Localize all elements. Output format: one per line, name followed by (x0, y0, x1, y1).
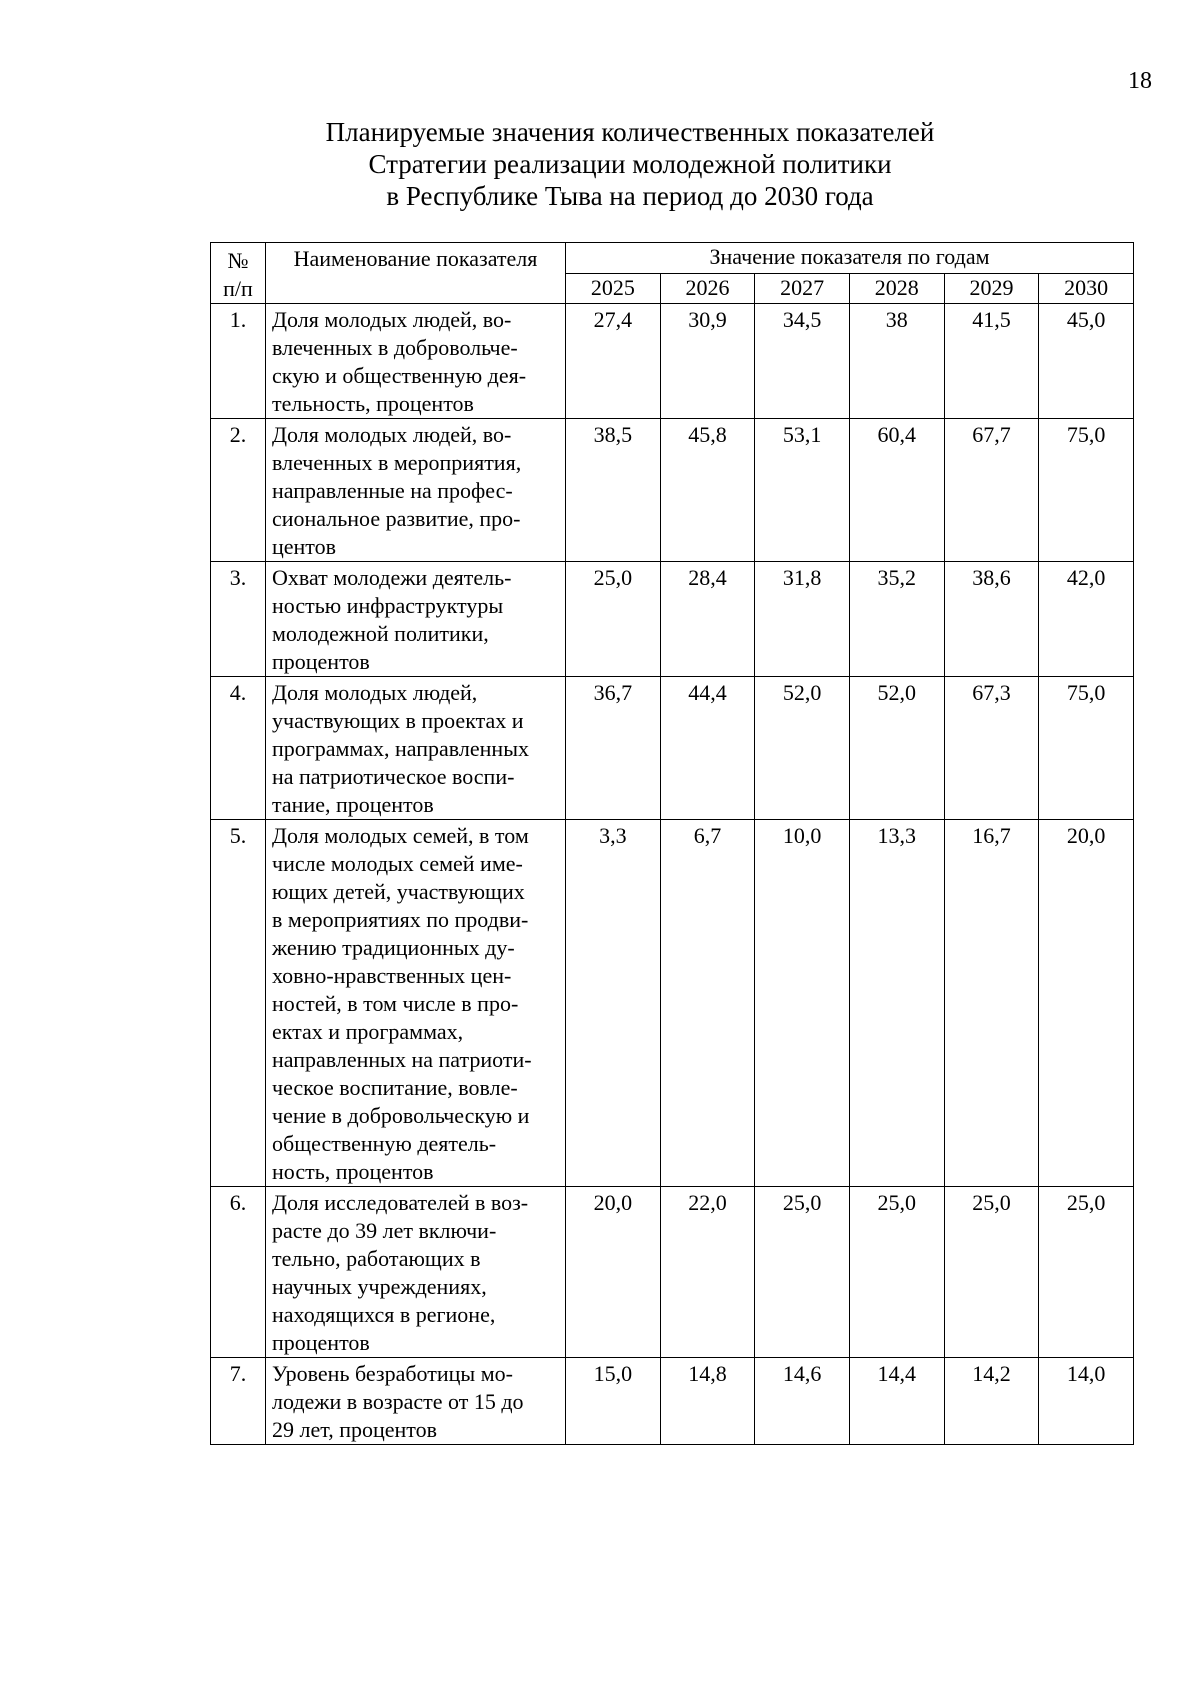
indicator-name-line: в мероприятиях по продви- (272, 907, 529, 932)
indicator-name-line: тание, процентов (272, 792, 434, 817)
indicator-value: 38,5 (566, 419, 661, 562)
indicator-name-line: ностей, в том числе в про- (272, 991, 519, 1016)
indicator-name-line: направленных на патриоти- (272, 1047, 532, 1072)
indicator-name-line: ектах и программах, (272, 1019, 464, 1044)
indicator-name-line: направленные на профес- (272, 478, 513, 503)
indicator-value: 30,9 (660, 304, 755, 419)
indicator-value: 10,0 (755, 820, 850, 1187)
indicators-table (210, 242, 1134, 1445)
indicator-name-line: тельность, процентов (272, 391, 474, 416)
header-values-by-year: Значение показателя по годам (566, 243, 1134, 274)
header-indicator-name: Наименование показателя (266, 243, 566, 304)
indicator-name-line: Уровень безработицы мо- (272, 1361, 513, 1386)
indicator-value: 75,0 (1039, 419, 1134, 562)
indicator-name (266, 304, 566, 419)
indicator-name-line: сиональное развитие, про- (272, 506, 521, 531)
indicator-value: 36,7 (566, 677, 661, 820)
row-number: 4. (211, 677, 266, 820)
indicator-name-line: жению традиционных ду- (272, 935, 515, 960)
indicator-name-line: программах, направленных (272, 736, 529, 761)
indicator-name-line: центов (272, 534, 337, 559)
indicator-name-line: числе молодых семей име- (272, 851, 523, 876)
indicator-value: 28,4 (660, 562, 755, 677)
indicator-value: 41,5 (944, 304, 1039, 419)
indicator-name (266, 1358, 566, 1445)
table-row (211, 820, 1134, 1187)
indicator-value: 25,0 (1039, 1187, 1134, 1358)
indicator-name-line: влеченных в добровольче- (272, 335, 518, 360)
indicator-value: 31,8 (755, 562, 850, 677)
indicator-name-line: влеченных в мероприятия, (272, 450, 522, 475)
row-number: 7. (211, 1358, 266, 1445)
indicator-name-line: молодежной политики, (272, 621, 489, 646)
page-number: 18 (1128, 68, 1152, 94)
indicator-value: 45,0 (1039, 304, 1134, 419)
indicator-name-line: скую и общественную дея- (272, 363, 527, 388)
indicator-value: 27,4 (566, 304, 661, 419)
row-number: 3. (211, 562, 266, 677)
indicator-name-line: ность, процентов (272, 1159, 434, 1184)
indicator-value: 75,0 (1039, 677, 1134, 820)
indicator-name-line: тельно, работающих в (272, 1246, 481, 1271)
header-year: 2025 (566, 274, 661, 304)
indicator-name-line: ющих детей, участвующих (272, 879, 525, 904)
indicator-name-line: чение в добровольческую и (272, 1103, 530, 1128)
indicator-value: 14,0 (1039, 1358, 1134, 1445)
row-number: 5. (211, 820, 266, 1187)
indicator-name-line: лодежи в возрасте от 15 до (272, 1389, 524, 1414)
title-line: в Республике Тыва на период до 2030 года (386, 181, 874, 211)
indicator-value: 38,6 (944, 562, 1039, 677)
indicator-value: 44,4 (660, 677, 755, 820)
document-title (0, 116, 1200, 212)
indicator-value: 52,0 (849, 677, 944, 820)
indicator-name-line: Доля молодых семей, в том (272, 823, 529, 848)
indicator-name-line: ховно-нравственных цен- (272, 963, 512, 988)
indicator-name-line: научных учреждениях, (272, 1274, 487, 1299)
indicator-name (266, 820, 566, 1187)
indicator-name-line: Доля молодых людей, во- (272, 422, 512, 447)
row-number: 2. (211, 419, 266, 562)
indicator-value: 25,0 (755, 1187, 850, 1358)
indicator-value: 13,3 (849, 820, 944, 1187)
header-year: 2030 (1039, 274, 1134, 304)
indicator-name-line: процентов (272, 1330, 370, 1355)
indicator-name-line: процентов (272, 649, 370, 674)
indicator-value: 25,0 (944, 1187, 1039, 1358)
indicator-name-line: ностью инфраструктуры (272, 593, 504, 618)
table-row (211, 1187, 1134, 1358)
table-row (211, 677, 1134, 820)
indicator-value: 14,4 (849, 1358, 944, 1445)
indicator-name-line: Доля молодых людей, (272, 680, 478, 705)
header-year: 2026 (660, 274, 755, 304)
indicator-value: 20,0 (566, 1187, 661, 1358)
indicator-value: 16,7 (944, 820, 1039, 1187)
table-row (211, 1358, 1134, 1445)
indicator-value: 34,5 (755, 304, 850, 419)
header-year: 2027 (755, 274, 850, 304)
indicator-name (266, 1187, 566, 1358)
indicator-value: 42,0 (1039, 562, 1134, 677)
indicator-value: 67,3 (944, 677, 1039, 820)
header-year: 2029 (944, 274, 1039, 304)
header-number-symbol: № (227, 248, 249, 273)
indicator-name (266, 562, 566, 677)
indicator-name-line: Доля исследователей в воз- (272, 1190, 529, 1215)
indicator-value: 25,0 (566, 562, 661, 677)
indicator-name-line: Доля молодых людей, во- (272, 307, 512, 332)
indicator-name-line: участвующих в проектах и (272, 708, 524, 733)
title-line: Планируемые значения количественных показателей (325, 117, 935, 147)
indicator-value: 14,2 (944, 1358, 1039, 1445)
table-body (211, 304, 1134, 1445)
indicator-value: 14,6 (755, 1358, 850, 1445)
indicator-value: 3,3 (566, 820, 661, 1187)
indicator-value: 20,0 (1039, 820, 1134, 1187)
indicator-name (266, 419, 566, 562)
header-number-label: п/п (223, 276, 253, 301)
row-number: 1. (211, 304, 266, 419)
indicator-value: 15,0 (566, 1358, 661, 1445)
indicator-name-line: находящихся в регионе, (272, 1302, 496, 1327)
indicator-name-line: Охват молодежи деятель- (272, 565, 512, 590)
indicator-name-line: ческое воспитание, вовле- (272, 1075, 518, 1100)
indicator-value: 14,8 (660, 1358, 755, 1445)
indicator-value: 45,8 (660, 419, 755, 562)
indicator-value: 52,0 (755, 677, 850, 820)
indicator-name-line: на патриотическое воспи- (272, 764, 515, 789)
indicator-name-line: расте до 39 лет включи- (272, 1218, 497, 1243)
indicator-name (266, 677, 566, 820)
indicator-name-line: 29 лет, процентов (272, 1417, 437, 1442)
row-number: 6. (211, 1187, 266, 1358)
header-year: 2028 (849, 274, 944, 304)
title-line: Стратегии реализации молодежной политики (368, 149, 892, 179)
indicator-name-line: общественную деятель- (272, 1131, 497, 1156)
header-number (211, 243, 266, 304)
table-row (211, 419, 1134, 562)
indicator-value: 25,0 (849, 1187, 944, 1358)
indicator-value: 6,7 (660, 820, 755, 1187)
table-row (211, 304, 1134, 419)
table-row (211, 562, 1134, 677)
indicator-value: 38 (849, 304, 944, 419)
indicator-value: 60,4 (849, 419, 944, 562)
indicator-value: 35,2 (849, 562, 944, 677)
indicator-value: 53,1 (755, 419, 850, 562)
indicator-value: 22,0 (660, 1187, 755, 1358)
indicator-value: 67,7 (944, 419, 1039, 562)
